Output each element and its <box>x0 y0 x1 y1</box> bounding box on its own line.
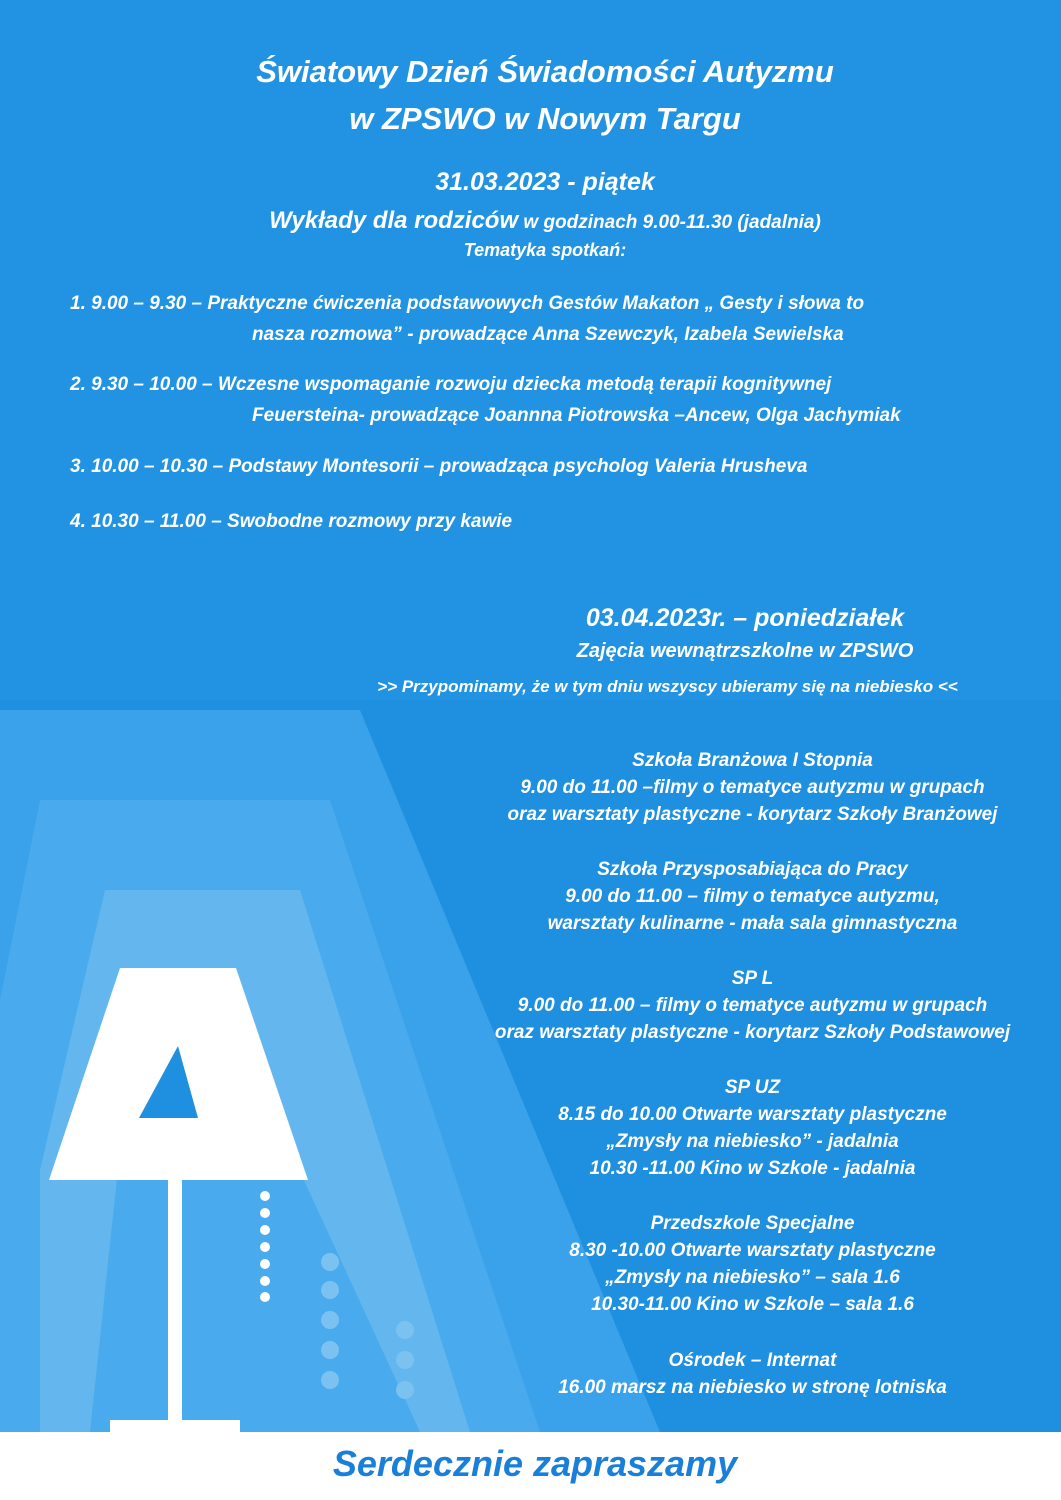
poster-title-line1: Światowy Dzień Świadomości Autyzmu <box>256 54 834 89</box>
block-4-heading: SP UZ <box>724 1077 781 1098</box>
block-3-line: 9.00 do 11.00 – filmy o tematyce autyzmu w grupach <box>517 995 988 1016</box>
schedule-block-4 <box>440 1074 1061 1182</box>
block-5-heading: Przedszkole Specjalne <box>650 1213 855 1234</box>
block-5-line: 10.30-11.00 Kino w Szkole – sala 1.6 <box>591 1294 914 1315</box>
block-6-line: 16.00 marsz na niebiesko w stronę lotniska <box>558 1377 947 1398</box>
block-4-line: 8.15 do 10.00 Otwarte warsztaty plastyczne <box>558 1104 947 1125</box>
day2-subtitle: Zajęcia wewnątrzszkolne w ZPSWO <box>576 640 914 662</box>
topic-item-3 <box>70 451 807 482</box>
topic-item-4-line1: 4. 10.30 – 11.00 – Swobodne rozmowy przy kawie <box>70 511 513 532</box>
schedule-block-3 <box>440 965 1061 1046</box>
block-1-line: 9.00 do 11.00 –filmy o tematyce autyzmu w grupach <box>520 777 985 798</box>
block-5-line: 8.30 -10.00 Otwarte warsztaty plastyczne <box>569 1240 936 1261</box>
a-stem <box>168 1178 182 1430</box>
block-5-line: „Zmysły na niebiesko” – sala 1.6 <box>605 1267 900 1288</box>
block-2-line: warsztaty kulinarne - mała sala gimnastyczna <box>547 913 958 934</box>
schedule-block-5 <box>440 1210 1061 1318</box>
topic-item-2-line2: Feuersteina- prowadzące Joannna Piotrowska –Ancew, Olga Jachymiak <box>252 405 901 426</box>
day1-date: 31.03.2023 - piątek <box>435 168 655 196</box>
day2-reminder: >> Przypominamy, że w tym dniu wszyscy ubieramy się na niebiesko << <box>377 677 958 696</box>
schedule-block-1 <box>440 747 1061 828</box>
topic-item-2 <box>70 369 901 431</box>
topic-item-4 <box>70 506 512 537</box>
lectures-time: w godzinach 9.00-11.30 (jadalnia) <box>518 212 821 233</box>
topics-label: Tematyka spotkań: <box>463 240 627 260</box>
poster-title-line2: w ZPSWO w Nowym Targu <box>349 101 741 136</box>
block-3-line: oraz warsztaty plastyczne - korytarz Szkoły Podstawowej <box>494 1022 1011 1043</box>
block-4-line: 10.30 -11.00 Kino w Szkole - jadalnia <box>589 1158 916 1179</box>
schedule-block-2 <box>440 856 1061 937</box>
topic-item-2-line1: 2. 9.30 – 10.00 – Wczesne wspomaganie rozwoju dziecka metodą terapii kognitywnej <box>70 374 832 395</box>
block-4-line: „Zmysły na niebiesko” - jadalnia <box>606 1131 899 1152</box>
day1-lectures <box>0 207 1061 235</box>
footer-invitation: Serdecznie zapraszamy <box>332 1443 738 1484</box>
block-2-line: 9.00 do 11.00 – filmy o tematyce autyzmu, <box>565 886 940 907</box>
block-6-heading: Ośrodek – Internat <box>668 1350 837 1371</box>
topic-item-1-line1: 1. 9.00 – 9.30 – Praktyczne ćwiczenia podstawowych Gestów Makaton „ Gesty i słowa to <box>70 293 865 314</box>
topic-item-1 <box>70 288 864 350</box>
block-2-heading: Szkoła Przysposabiająca do Pracy <box>597 859 908 880</box>
day2-date: 03.04.2023r. – poniedziałek <box>585 604 905 632</box>
block-3-heading: SP L <box>731 968 774 989</box>
topic-item-3-line1: 3. 10.00 – 10.30 – Podstawy Montesorii – prowadząca psycholog Valeria Hrusheva <box>70 456 808 477</box>
block-1-line: oraz warsztaty plastyczne - korytarz Szkoły Branżowej <box>507 804 998 825</box>
lectures-title: Wykłady dla rodziców <box>269 207 519 234</box>
topic-item-1-line2: nasza rozmowa” - prowadzące Anna Szewczyk, Izabela Sewielska <box>252 324 844 345</box>
schedule-block-6 <box>440 1347 1061 1401</box>
block-1-heading: Szkoła Branżowa I Stopnia <box>632 750 873 771</box>
